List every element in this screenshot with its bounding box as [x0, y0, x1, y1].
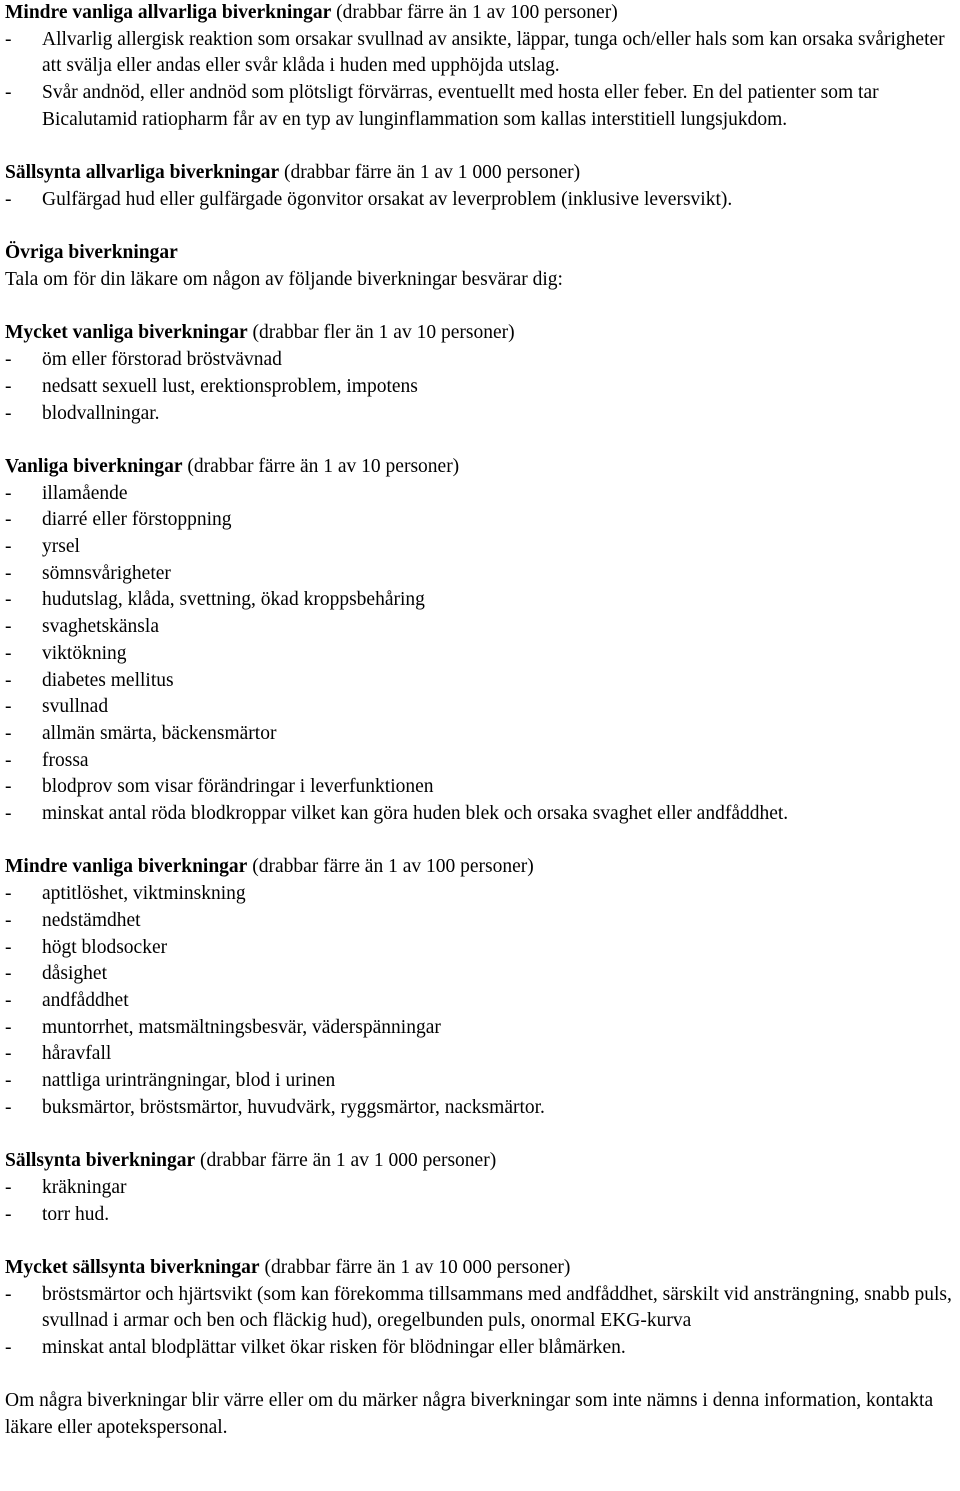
list-item-text: håravfall	[42, 1043, 112, 1065]
list-item	[5, 668, 955, 695]
list-item-text: dåsighet	[42, 963, 107, 985]
list-item-text: hudutslag, klåda, svettning, ökad kroppsbehåring	[42, 589, 425, 611]
list-item	[5, 187, 955, 214]
list-item	[5, 1335, 955, 1362]
list-item	[5, 614, 955, 641]
list-item	[5, 1175, 955, 1202]
list-item-text: nedstämdhet	[42, 909, 141, 931]
closing-section	[5, 1388, 955, 1441]
section-heading-line	[5, 240, 955, 267]
bullet-dash: -	[5, 1283, 12, 1305]
section-rare-serious	[5, 160, 955, 213]
list-item	[5, 507, 955, 534]
bullet-dash: -	[5, 642, 12, 664]
list-item	[5, 774, 955, 801]
bullet-dash: -	[5, 28, 12, 50]
list-item-text: yrsel	[42, 536, 80, 557]
bullet-dash: -	[5, 803, 12, 825]
bullet-dash: -	[5, 375, 12, 397]
section-heading-line	[5, 320, 955, 347]
list-item	[5, 1282, 955, 1335]
section-other-side-effects	[5, 240, 955, 293]
list-item	[5, 694, 955, 721]
bullet-dash: -	[5, 349, 12, 371]
section-heading: Mindre vanliga allvarliga biverkningar	[5, 2, 332, 23]
list-item-text: nedsatt sexuell lust, erektionsproblem, impotens	[42, 375, 418, 397]
bullet-dash: -	[5, 722, 12, 744]
bullet-dash: -	[5, 1070, 12, 1092]
list-item	[5, 988, 955, 1015]
section-uncommon-serious	[5, 0, 955, 134]
document-page	[5, 0, 955, 1442]
section-uncommon	[5, 854, 955, 1121]
list-item	[5, 801, 955, 828]
list-item	[5, 935, 955, 962]
list-item-text: frossa	[42, 749, 89, 771]
bullet-dash: -	[5, 482, 12, 504]
list-item	[5, 561, 955, 588]
section-heading-line	[5, 854, 955, 881]
list-item	[5, 748, 955, 775]
list-item	[5, 881, 955, 908]
list-item-text: viktökning	[42, 642, 127, 664]
list-item-text: muntorrhet, matsmältningsbesvär, väderspänningar	[42, 1016, 441, 1038]
section-heading: Sällsynta allvarliga biverkningar	[5, 162, 280, 184]
bullet-dash: -	[5, 749, 12, 771]
section-heading: Mycket sällsynta biverkningar	[5, 1256, 260, 1278]
list-item	[5, 80, 955, 133]
list-item-text: allmän smärta, bäckensmärtor	[42, 722, 277, 744]
list-item-text: öm eller förstorad bröstvävnad	[42, 349, 282, 371]
list-item	[5, 641, 955, 668]
section-frequency: (drabbar fler än 1 av 10 personer)	[252, 322, 515, 344]
bullet-dash: -	[5, 1016, 12, 1038]
list-item-text: nattliga urinträngningar, blod i urinen	[42, 1070, 336, 1092]
section-very-common	[5, 320, 955, 427]
section-common	[5, 454, 955, 828]
bullet-dash: -	[5, 509, 12, 531]
bullet-dash: -	[5, 989, 12, 1011]
list-item-text: andfåddhet	[42, 989, 129, 1011]
side-effect-list	[5, 1282, 955, 1362]
bullet-dash: -	[5, 589, 12, 611]
list-item	[5, 587, 955, 614]
section-frequency: (drabbar färre än 1 av 1 000 personer)	[200, 1150, 497, 1172]
list-item	[5, 908, 955, 935]
bullet-dash: -	[5, 1043, 12, 1065]
section-very-rare	[5, 1255, 955, 1362]
bullet-dash: -	[5, 1203, 12, 1225]
bullet-dash: -	[5, 1176, 12, 1198]
section-heading-line	[5, 160, 955, 187]
list-item	[5, 347, 955, 374]
bullet-dash: -	[5, 963, 12, 985]
list-item	[5, 27, 955, 80]
list-item-text: kräkningar	[42, 1176, 127, 1198]
bullet-dash: -	[5, 188, 12, 210]
section-heading: Övriga biverkningar	[5, 242, 178, 264]
list-item	[5, 534, 955, 561]
list-item	[5, 1068, 955, 1095]
list-item	[5, 961, 955, 988]
list-item	[5, 481, 955, 508]
list-item	[5, 1041, 955, 1068]
list-item-text: högt blodsocker	[42, 936, 168, 958]
bullet-dash: -	[5, 669, 12, 691]
section-frequency: (drabbar färre än 1 av 1 000 personer)	[284, 162, 581, 184]
bullet-dash: -	[5, 562, 12, 584]
section-frequency: (drabbar färre än 1 av 100 personer)	[336, 2, 618, 23]
section-heading-line	[5, 1148, 955, 1175]
bullet-dash: -	[5, 1337, 12, 1359]
list-item-text: diabetes mellitus	[42, 669, 174, 691]
list-item	[5, 374, 955, 401]
bullet-dash: -	[5, 936, 12, 958]
section-heading-line	[5, 454, 955, 481]
closing-paragraph: Om några biverkningar blir värre eller om du märker några biverkningar som inte nämns i denna information, kontakta läkare eller apotekspersonal.	[5, 1390, 934, 1439]
bullet-dash: -	[5, 536, 12, 557]
list-item-text: minskat antal blodplättar vilket ökar risken för blödningar eller blåmärken.	[42, 1337, 626, 1359]
section-frequency: (drabbar färre än 1 av 100 personer)	[252, 856, 534, 878]
list-item	[5, 1015, 955, 1042]
bullet-dash: -	[5, 402, 12, 424]
section-rare	[5, 1148, 955, 1228]
bullet-dash: -	[5, 1096, 12, 1118]
list-item-text: blodvallningar.	[42, 402, 160, 424]
bullet-dash: -	[5, 616, 12, 638]
bullet-dash: -	[5, 883, 12, 905]
section-intro-text: Tala om för din läkare om någon av följande biverkningar besvärar dig:	[5, 269, 563, 290]
section-heading: Mycket vanliga biverkningar	[5, 322, 248, 344]
side-effect-list	[5, 481, 955, 828]
section-heading-line	[5, 1255, 955, 1282]
list-item-text: blodprov som visar förändringar i leverfunktionen	[42, 776, 434, 798]
section-heading: Mindre vanliga biverkningar	[5, 856, 248, 878]
bullet-dash: -	[5, 696, 12, 718]
side-effect-list	[5, 1175, 955, 1228]
list-item-text: minskat antal röda blodkroppar vilket kan göra huden blek och orsaka svaghet eller andfåddhet.	[42, 803, 789, 825]
list-item-text: torr hud.	[42, 1203, 110, 1225]
bullet-dash: -	[5, 776, 12, 798]
section-frequency: (drabbar färre än 1 av 10 personer)	[187, 455, 460, 477]
list-item-text: bröstsmärtor och hjärtsvikt (som kan förekomma tillsammans med andfåddhet, särskilt vid ansträngning, snabb puls, svullnad i armar och ben och fläckig hud), oregelbunden puls, onormal EKG-kurva	[42, 1283, 952, 1332]
section-frequency: (drabbar färre än 1 av 10 000 personer)	[264, 1256, 571, 1278]
list-item	[5, 401, 955, 428]
list-item	[5, 1202, 955, 1229]
list-item	[5, 721, 955, 748]
section-heading: Sällsynta biverkningar	[5, 1150, 196, 1172]
side-effect-list	[5, 881, 955, 1121]
list-item-text: aptitlöshet, viktminskning	[42, 883, 246, 905]
list-item-text: Gulfärgad hud eller gulfärgade ögonvitor orsakat av leverproblem (inklusive leversvikt).	[42, 188, 733, 210]
side-effect-list	[5, 347, 955, 427]
bullet-dash: -	[5, 82, 12, 104]
list-item-text: Svår andnöd, eller andnöd som plötsligt förvärras, eventuellt med hosta eller feber. En del patienter som tar Bicalutamid ratiopharm får av en typ av lunginflammation som kallas interstitiell lungsjukdom.	[42, 82, 879, 130]
list-item-text: illamående	[42, 482, 128, 504]
list-item-text: sömnsvårigheter	[42, 562, 171, 584]
list-item-text: diarré eller förstoppning	[42, 509, 232, 531]
bullet-dash: -	[5, 909, 12, 931]
list-item-text: buksmärtor, bröstsmärtor, huvudvärk, ryggsmärtor, nacksmärtor.	[42, 1096, 545, 1118]
side-effect-list	[5, 27, 955, 134]
section-heading-line	[5, 0, 955, 27]
list-item-text: Allvarlig allergisk reaktion som orsakar svullnad av ansikte, läppar, tunga och/eller hals som kan orsaka svårigheter att svälja eller andas eller svår klåda i huden med upphöjda utslag.	[42, 28, 945, 77]
list-item-text: svaghetskänsla	[42, 616, 159, 638]
list-item-text: svullnad	[42, 696, 109, 718]
section-heading: Vanliga biverkningar	[5, 455, 183, 477]
list-item	[5, 1095, 955, 1122]
side-effect-list	[5, 187, 955, 214]
